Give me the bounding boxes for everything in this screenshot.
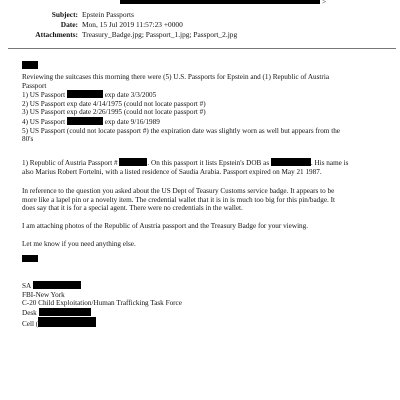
intro-line: Reviewing the suitcases this morning there were (5) U.S. Passports for Epstein and (1) Republic of Austria [22,73,330,81]
austria-text: . His name is [310,159,349,167]
item-text: 1) US Passport [22,91,66,100]
paragraph-austria [22,158,382,176]
badge-line: more like a lapel pin or a novelty item. The credential wallet that it is in is much too big for this pin/badge. It [22,195,336,204]
paragraph-passports [22,73,382,144]
header-divider [8,48,396,49]
passport-item-1 [22,90,382,100]
header-tail-text: > [322,0,327,6]
redaction-name [33,281,81,289]
passport-item-2: 2) US Passport exp date 4/14/1975 (could not locate passport #) [22,99,206,108]
attachments-label: Attachments: [35,30,78,39]
passport-item-5: 5) US Passport (could not locate passport #) the expiration date was slightly worn as well but appears from the [22,126,340,135]
item-text: exp date 9/16/1989 [104,117,160,126]
closing-line: Let me know if you need anything else. [22,240,136,248]
signature-block [22,281,382,329]
date-label: Date: [60,20,78,29]
item-text: exp date 3/3/2005 [104,91,157,100]
signature-sa [22,281,382,291]
redaction-greeting [22,61,38,69]
redaction-phone [39,308,91,316]
badge-line: In reference to the question you asked about the US Dept of Teasury Customs service badge. It appears to be [22,187,335,195]
cell-label: Cell ( [22,320,39,329]
passport-item-4 [22,117,382,127]
redaction-passport-number [119,158,147,166]
paragraph-attach [22,222,382,231]
austria-line-2: also Marius Robert Fortelni, with a listed residence of Saudia Arabia. Passport expired on May 21 1987. [22,167,322,176]
subject-label: Subject: [51,10,78,19]
intro-line: Passport [22,81,47,90]
attach-line: I am attaching photos of the Republic of Austria passport and the Treasury Badge for your viewing. [22,222,309,230]
passport-item-3: 3) US Passport exp date 2/26/1995 (could not locate passport #) [22,108,206,117]
subject-row [0,10,400,20]
subject-value: Epstein Passports [82,10,134,19]
desk-label: Desk [22,308,37,317]
redaction-dob [271,158,311,166]
signature-cell [22,317,382,329]
redaction-bar [120,0,320,4]
austria-line [22,158,382,168]
item-text: 4) US Passport [22,117,66,126]
signature-desk [22,308,382,318]
signature-task-force: C-20 Child Exploitation/Human Trafficking Task Force [22,299,182,308]
redaction-signoff [22,255,38,262]
paragraph-badge [22,187,382,213]
austria-text: 1) Republic of Austria Passport # [22,159,118,167]
attachments-row [0,30,400,40]
badge-line: does say that it is for a special agent. There were no credentials in the wallet. [22,204,243,213]
sa-label: SA [22,282,31,290]
signature-office: FBI-New York [22,290,65,299]
date-value: Mon, 15 Jul 2019 11:57:23 +0000 [82,20,183,29]
redaction-passport-number [67,90,103,98]
date-row [0,20,400,30]
passport-item-5-cont: 80's [22,135,34,144]
header-tail [322,0,326,7]
redaction-phone [38,317,96,327]
paragraph-closing [22,240,382,249]
austria-text: . On this passport it lists Epstein's DOB as [147,159,270,167]
redaction-passport-number [67,117,103,125]
attachments-value[interactable]: Treasury_Badge.jpg; Passport_1.jpg; Passport_2.jpg [82,30,238,39]
